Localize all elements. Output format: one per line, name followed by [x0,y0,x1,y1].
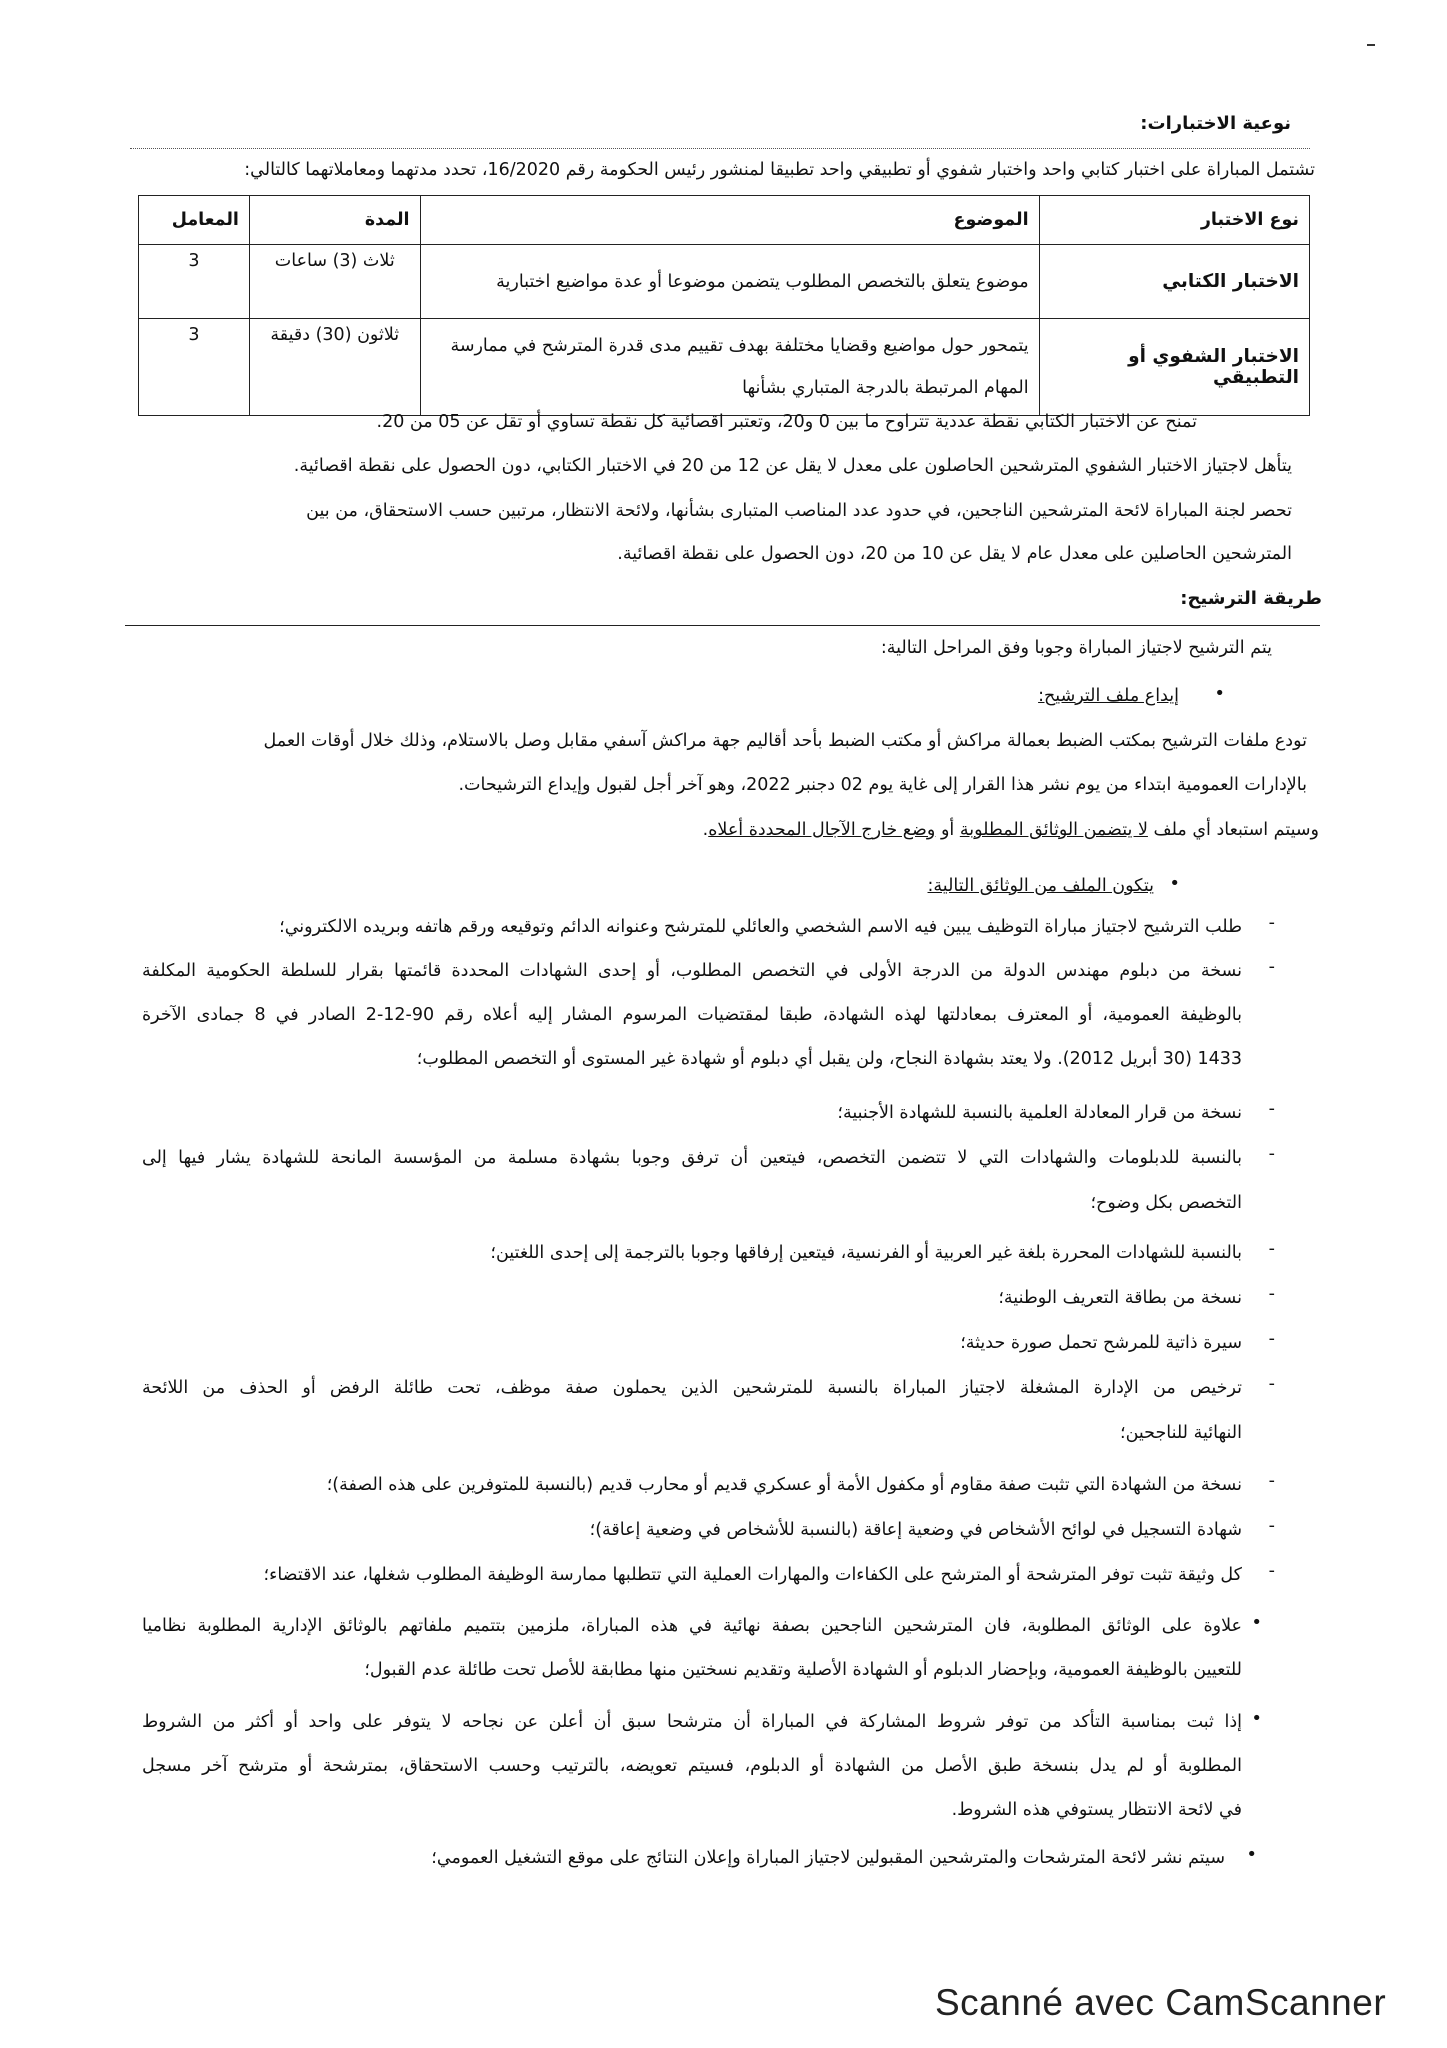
note-item: للتعيين بالوظيفة العمومية، وبإحضار الدبلوم أو الشهادة الأصلية وتقديم نسختين منها مطابقة للأصل تحت طائلة عدم القبول؛ [364,1660,1242,1680]
header-coef: المعامل [139,196,250,245]
file-title: يتكون الملف من الوثائق التالية: [927,876,1154,896]
note-item: علاوة على الوثائق المطلوبة، فان المترشحين الناجحين بصفة نهائية في هذه المباراة، ملزمين بتتميم ملفاتهم بالوثائق الإدارية المطلوبة نظاميا [142,1616,1242,1636]
header-type: نوع الاختبار [1039,196,1309,245]
list-dash-icon: - [1268,1561,1275,1581]
bullet-icon: • [1169,873,1180,894]
list-dash-icon: - [1268,1099,1275,1119]
tests-heading: نوعية الاختبارات: [1140,113,1291,134]
list-item: نسخة من دبلوم مهندس الدولة من الدرجة الأولى في التخصص المطلوب، أو إحدى الشهادات المحددة قائمتها بقرار للسلطة الحكومية المكلفة [142,961,1242,981]
candidacy-heading: طريقة الترشيح: [1180,588,1322,609]
table-header-row [139,196,1310,245]
rule-paragraph: تمنح عن الاختبار الكتابي نقطة عددية تتراوح ما بين 0 و20، وتعتبر اقصائية كل نقطة تساوي أو تقل عن 05 من 20. [376,412,1197,432]
row-type: الاختبار الكتابي [1039,245,1309,319]
list-item: طلب الترشيح لاجتياز مباراة التوظيف يبين فيه الاسم الشخصي والعائلي للمترشح وعنوانه الدائم وتوقيعه ورقم هاتفه وبريده الالكتروني؛ [279,917,1242,937]
note-item: سيتم نشر لائحة المترشحات والمترشحين المقبولين لاجتياز المباراة وإعلان النتائج على موقع التشغيل العمومي؛ [431,1848,1225,1868]
list-item: نسخة من قرار المعادلة العلمية بالنسبة للشهادة الأجنبية؛ [837,1103,1242,1123]
note-item: في لائحة الانتظار يستوفي هذه الشروط. [951,1800,1242,1820]
bullet-icon: • [1251,1708,1262,1729]
row-type: الاختبار الشفوي أو التطبيقي [1039,319,1309,416]
heading-divider [130,148,1310,149]
list-item: بالنسبة للدبلومات والشهادات التي لا تتضمن التخصص، فيتعين أن ترفق وجوبا بشهادة مسلمة من المؤسسة المانحة للشهادة يشار فيها إلى [142,1148,1242,1168]
deposit-line: بالإدارات العمومية ابتداء من يوم نشر هذا القرار إلى غاية يوم 02 دجنبر 2022، وهو آخر أجل لقبول وإيداع الترشيحات. [458,775,1307,795]
list-item: نسخة من الشهادة التي تثبت صفة مقاوم أو مكفول الأمة أو عسكري قديم أو محارب قديم (بالنسبة للمتوفرين على هذه الصفة)؛ [326,1475,1242,1495]
list-dash-icon: - [1268,913,1275,933]
note-item: المطلوبة أو لم يدل بنسخة طبق الأصل من الشهادة أو الدبلوم، فسيتم تعويضه، بالترتيب وحسب الاستحقاق، بمترشحة أو مترشح آخر مسجل [142,1756,1242,1776]
exclusion-or: أو [935,820,960,840]
list-dash-icon: - [1268,1374,1275,1394]
note-item: إذا ثبت بمناسبة التأكد من توفر شروط المشاركة في المباراة أن مترشحا سبق أن أعلن عن نجاحه لا يتوفر على واحد أو أكثر من الشروط [142,1712,1242,1732]
list-item: شهادة التسجيل في لوائح الأشخاص في وضعية إعاقة (بالنسبة للأشخاص في وضعية إعاقة)؛ [589,1520,1242,1540]
row-duration: ثلاثون (30) دقيقة [249,319,420,416]
list-dash-icon: - [1268,1144,1275,1164]
list-item: 1433 (30 أبريل 2012). ولا يعتد بشهادة النجاح، ولن يقبل أي دبلوم أو شهادة غير المستوى أو التخصص المطلوب؛ [416,1049,1242,1069]
header-subject: الموضوع [420,196,1039,245]
deposit-line: تودع ملفات الترشيح بمكتب الضبط بعمالة مراكش أو مكتب الضبط بأحد أقاليم جهة مراكش آسفي مقابل وصل بالاستلام، وذلك خلال أوقات العمل [263,731,1307,751]
tests-intro: تشتمل المباراة على اختبار كتابي واحد واختبار شفوي أو تطبيقي واحد تطبيقا لمنشور رئيس الحكومة رقم 16/2020، تحدد مدتهما ومعاملاتهما كالتالي: [244,160,1315,180]
table-row [139,319,1310,416]
rule-paragraph: يتأهل لاجتياز الاختبار الشفوي المترشحين الحاصلون على معدل لا يقل عن 12 من 20 في الاختبار الكتابي، دون الحصول على نقطة اقصائية. [293,456,1292,476]
section-divider [125,625,1320,626]
list-item: كل وثيقة تثبت توفر المترشحة أو المترشح على الكفاءات والمهارات العملية التي تتطلبها ممارسة الوظيفة المطلوب شغلها، عند الاقتضاء؛ [263,1565,1242,1585]
exclusion-missing-docs: لا يتضمن الوثائق المطلوبة [959,820,1148,840]
deposit-title: إيداع ملف الترشيح: [1038,686,1179,706]
bullet-icon: • [1246,1844,1257,1865]
exclusion-end: . [702,820,709,840]
list-dash-icon: - [1268,1516,1275,1536]
list-dash-icon: - [1268,1284,1275,1304]
list-dash-icon: - [1268,1239,1275,1259]
rule-paragraph: المترشحين الحاصلين على معدل عام لا يقل عن 10 من 20، دون الحصول على نقطة اقصائية. [617,544,1292,564]
list-dash-icon: - [1268,1329,1275,1349]
row-duration: ثلاث (3) ساعات [249,245,420,319]
list-dash-icon: - [1268,1471,1275,1491]
list-item: التخصص بكل وضوح؛ [1090,1193,1242,1213]
exclusion-note [703,816,1319,844]
list-item: بالوظيفة العمومية، أو المعترف بمعادلتها لهذه الشهادة، طبقا لمقتضيات المرسوم المشار إليه أعلاه رقم 90-12-2 الصادر في 8 جمادى الآخرة [142,1005,1243,1025]
bullet-icon: • [1251,1612,1262,1633]
exclusion-prefix: وسيتم استبعاد أي ملف [1147,820,1319,840]
table-row [139,245,1310,319]
exclusion-late: وضع خارج الآجال المحددة أعلاه [708,820,936,840]
header-duration: المدة [249,196,420,245]
list-item: النهائية للناجحين؛ [1120,1423,1242,1443]
scan-mark [1367,44,1375,46]
row-subject: موضوع يتعلق بالتخصص المطلوب يتضمن موضوعا أو عدة مواضيع اختبارية [420,245,1039,319]
list-item: سيرة ذاتية للمرشح تحمل صورة حديثة؛ [960,1333,1242,1353]
row-subject: يتمحور حول مواضيع وقضايا مختلفة بهدف تقييم مدى قدرة المترشح في ممارسة المهام المرتبطة بالدرجة المتباري بشأنها [420,319,1039,416]
row-coef: 3 [139,245,250,319]
list-dash-icon: - [1268,957,1275,977]
list-item: نسخة من بطاقة التعريف الوطنية؛ [998,1288,1242,1308]
candidacy-intro: يتم الترشيح لاجتياز المباراة وجوبا وفق المراحل التالية: [880,638,1272,658]
list-item: ترخيص من الإدارة المشغلة لاجتياز المباراة بالنسبة للمترشحين الذين يحملون صفة موظف، تحت طائلة الرفض أو الحذف من اللائحة [142,1378,1242,1398]
camscanner-watermark: Scanné avec CamScanner [935,1982,1387,2023]
tests-table [138,195,1310,416]
row-coef: 3 [139,319,250,416]
list-item: بالنسبة للشهادات المحررة بلغة غير العربية أو الفرنسية، فيتعين إرفاقها وجوبا بالترجمة إلى إحدى اللغتين؛ [490,1243,1242,1263]
bullet-icon: • [1214,683,1225,704]
rule-paragraph: تحصر لجنة المباراة لائحة المترشحين الناجحين، في حدود عدد المناصب المتبارى بشأنها، ولائحة الانتظار، مرتبين حسب الاستحقاق، من بين [306,501,1292,521]
